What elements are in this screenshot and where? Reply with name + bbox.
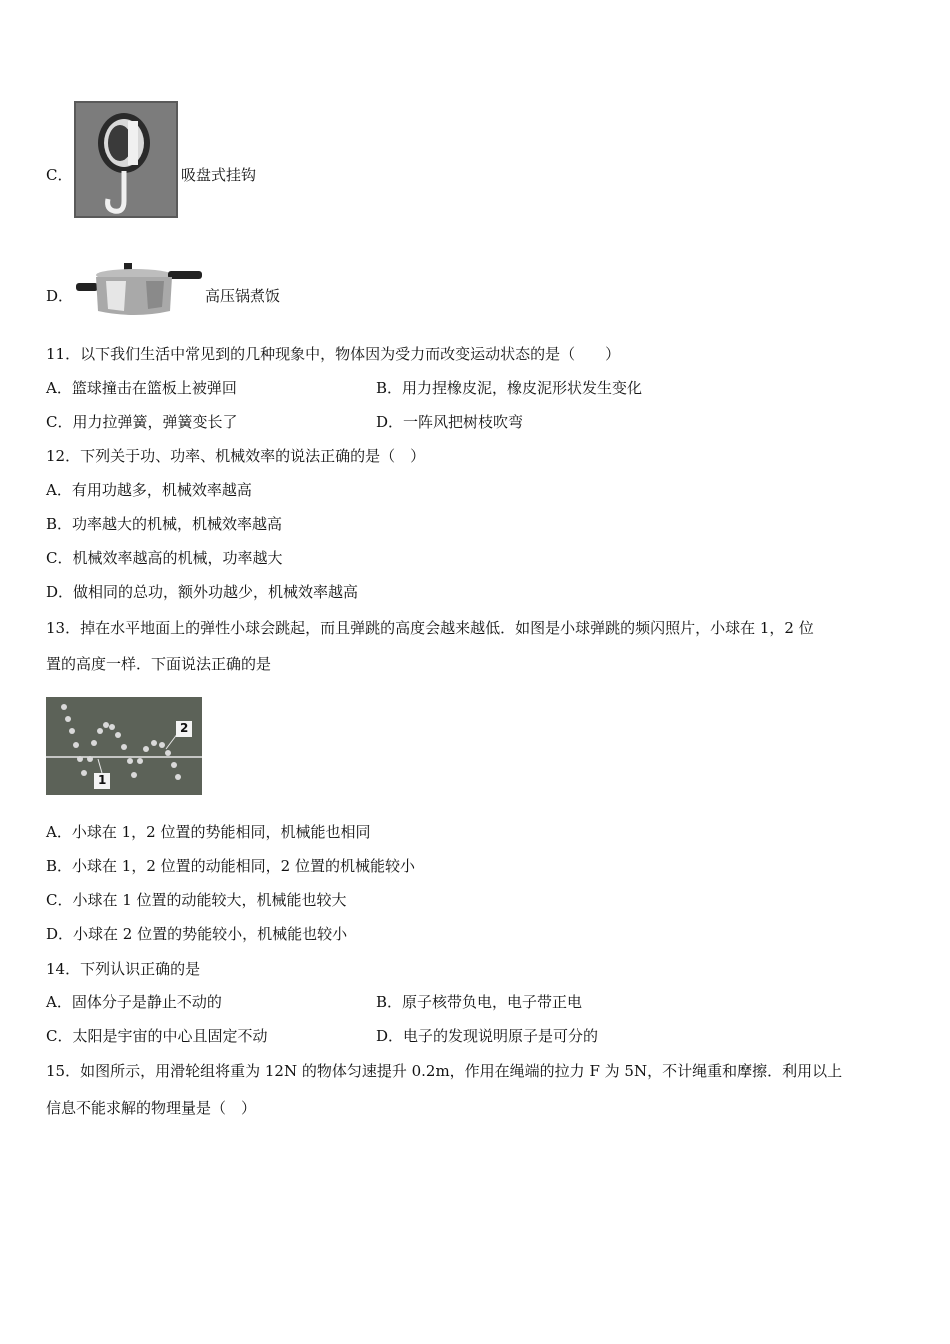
bouncing-ball-photo	[46, 697, 202, 795]
q12-option-b: B．功率越大的机械，机械效率越高	[46, 515, 283, 533]
q12-option-d: D．做相同的总功，额外功越少，机械效率越高	[46, 583, 359, 601]
q11-stem: 11．以下我们生活中常见到的几种现象中，物体因为受力而改变运动状态的是（ ）	[46, 345, 621, 363]
q13-stem-line2: 置的高度一样．下面说法正确的是	[46, 655, 272, 673]
option-d-label: 高压锅煮饭	[205, 287, 281, 305]
q15-stem-line2: 信息不能求解的物理量是（ ）	[46, 1099, 257, 1117]
suction-hook-image	[74, 101, 178, 218]
q12-option-c: C．机械效率越高的机械，功率越大	[46, 549, 283, 567]
q13-option-c: C．小球在 1 位置的动能较大，机械能也较大	[46, 891, 347, 909]
q11-option-b: B．用力捏橡皮泥，橡皮泥形状发生变化	[376, 379, 643, 397]
q11-option-c: C．用力拉弹簧，弹簧变长了	[46, 413, 238, 431]
q12-option-a: A．有用功越多，机械效率越高	[46, 481, 252, 499]
q13-stem-line1: 13．掉在水平地面上的弹性小球会跳起，而且弹跳的高度会越来越低．如图是小球弹跳的频闪照片，小球在 1，2 位	[46, 619, 814, 637]
q13-option-b: B．小球在 1，2 位置的动能相同，2 位置的机械能较小	[46, 857, 415, 875]
q11-option-a: A．篮球撞击在篮板上被弹回	[46, 379, 237, 397]
q14-stem: 14．下列认识正确的是	[46, 960, 201, 978]
q14-option-b: B．原子核带负电，电子带正电	[376, 993, 583, 1011]
pressure-cooker-image	[76, 261, 204, 319]
position-1-label: 1	[98, 773, 107, 787]
option-c-letter: C．	[46, 166, 73, 184]
option-d-letter: D．	[46, 287, 74, 305]
position-2-label: 2	[180, 721, 189, 735]
q14-option-c: C．太阳是宇宙的中心且固定不动	[46, 1027, 268, 1045]
q13-option-d: D．小球在 2 位置的势能较小，机械能也较小	[46, 925, 348, 943]
q12-stem: 12．下列关于功、功率、机械效率的说法正确的是（ ）	[46, 447, 426, 465]
q11-option-d: D．一阵风把树枝吹弯	[376, 413, 524, 431]
option-c-label: 吸盘式挂钩	[181, 166, 257, 184]
q14-option-d: D．电子的发现说明原子是可分的	[376, 1027, 599, 1045]
q13-option-a: A．小球在 1，2 位置的势能相同，机械能也相同	[46, 823, 371, 841]
q14-option-a: A．固体分子是静止不动的	[46, 993, 222, 1011]
q15-stem-line1: 15．如图所示，用滑轮组将重为 12N 的物体匀速提升 0.2m，作用在绳端的拉力 F 为 5N，不计绳重和摩擦．利用以上	[46, 1062, 843, 1080]
